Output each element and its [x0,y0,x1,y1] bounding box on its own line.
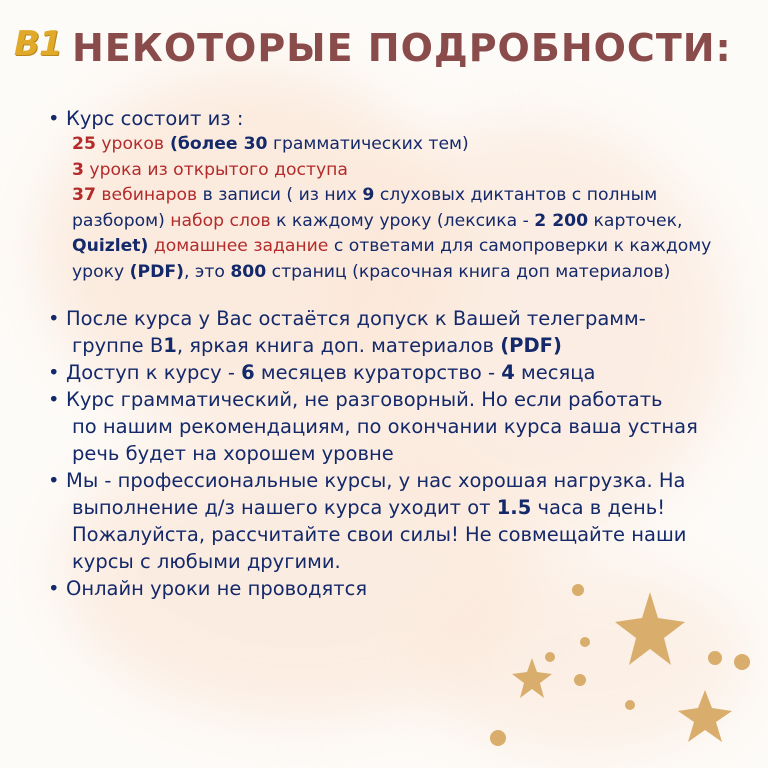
course-details [72,132,748,285]
info-list [48,305,748,602]
text-continued [66,494,748,521]
text: месяца [514,361,596,384]
text-continued: курсы с любыми другими. [72,550,341,573]
text: уроков [101,134,165,154]
list-item [48,386,748,467]
text: (более [164,134,244,154]
detail-line [72,260,748,286]
text: • После курса у Вас остаётся допуск к Вашей телеграмм- [66,307,646,330]
detail-line [72,132,748,158]
dot-icon [734,654,750,670]
detail-line [72,209,748,235]
text: слуховых диктантов с полным [374,185,658,205]
text: (PDF) [500,334,562,357]
text: грамматических тем) [267,134,469,154]
list-item [48,359,748,386]
text: (PDF) [129,261,184,282]
text: страниц (красочная книга доп материалов) [266,261,671,282]
text: часа в день! [531,496,666,519]
text-continued: речь будет на хорошем уровне [72,442,394,465]
text: уроку [72,261,130,282]
detail-line [72,158,748,184]
list-item [48,305,748,359]
text: Доступ к курсу - [66,361,242,384]
text: разбором) [72,210,171,231]
stars-and-dots-icon [490,570,760,760]
number: 9 [362,185,375,205]
page-title: НЕКОТОРЫЕ ПОДРОБНОСТИ: [72,26,732,70]
text: , это [183,261,231,282]
text: выполнение д/з нашего курса уходит от [72,496,497,519]
number: 1.5 [496,496,532,519]
text: • Мы - профессиональные курсы, у нас хорошая нагрузка. На [66,469,686,492]
text: в записи ( из них [197,185,363,205]
text: месяцев кураторство - [254,361,502,384]
number: 37 [72,185,96,205]
level-badge: B1 [14,24,62,64]
number: 30 [243,134,268,154]
text: с ответами для самопроверки к каждому [328,236,712,256]
text: домашнее задание [148,236,329,256]
dot-icon [490,730,506,746]
text: урока из открытого доступа [83,159,348,180]
text: Онлайн уроки не проводятся [66,577,368,600]
text: набор слов [170,210,271,231]
star-icon [512,658,552,698]
dot-icon [574,674,586,686]
text-continued: по нашим рекомендациям, по окончании курса ваша устная [72,415,698,438]
text-continued: Пожалуйста, рассчитайте свои силы! Не совмещайте наши [72,523,687,546]
detail-line [72,183,748,209]
course-intro [48,106,748,132]
content [48,106,748,602]
dot-icon [572,584,584,596]
text: • Курс грамматический, не разговорный. Но если работать [66,388,663,411]
number: 6 [241,361,255,384]
text: карточек, [588,210,683,231]
text: , яркая книга доп. материалов [176,334,501,357]
intro-text: Курс состоит из : [66,107,244,130]
dot-icon [580,637,590,647]
text-continued [66,332,748,359]
detail-line [72,234,748,260]
dot-icon [708,651,722,665]
dot-icon [625,700,635,710]
text: к каждому уроку (лексика - [270,210,535,231]
text: Quizlet) [72,236,149,256]
star-icon [678,690,732,742]
number: 3 [72,159,84,180]
text: вебинаров [95,185,198,205]
number: 2 200 [534,210,589,231]
number: 4 [501,361,515,384]
number: 25 [72,134,96,154]
star-icon [615,592,685,665]
list-item [48,467,748,575]
dot-icon [545,652,555,662]
number: 1 [163,334,177,357]
text: группе В [72,334,164,357]
number: 800 [230,261,267,282]
